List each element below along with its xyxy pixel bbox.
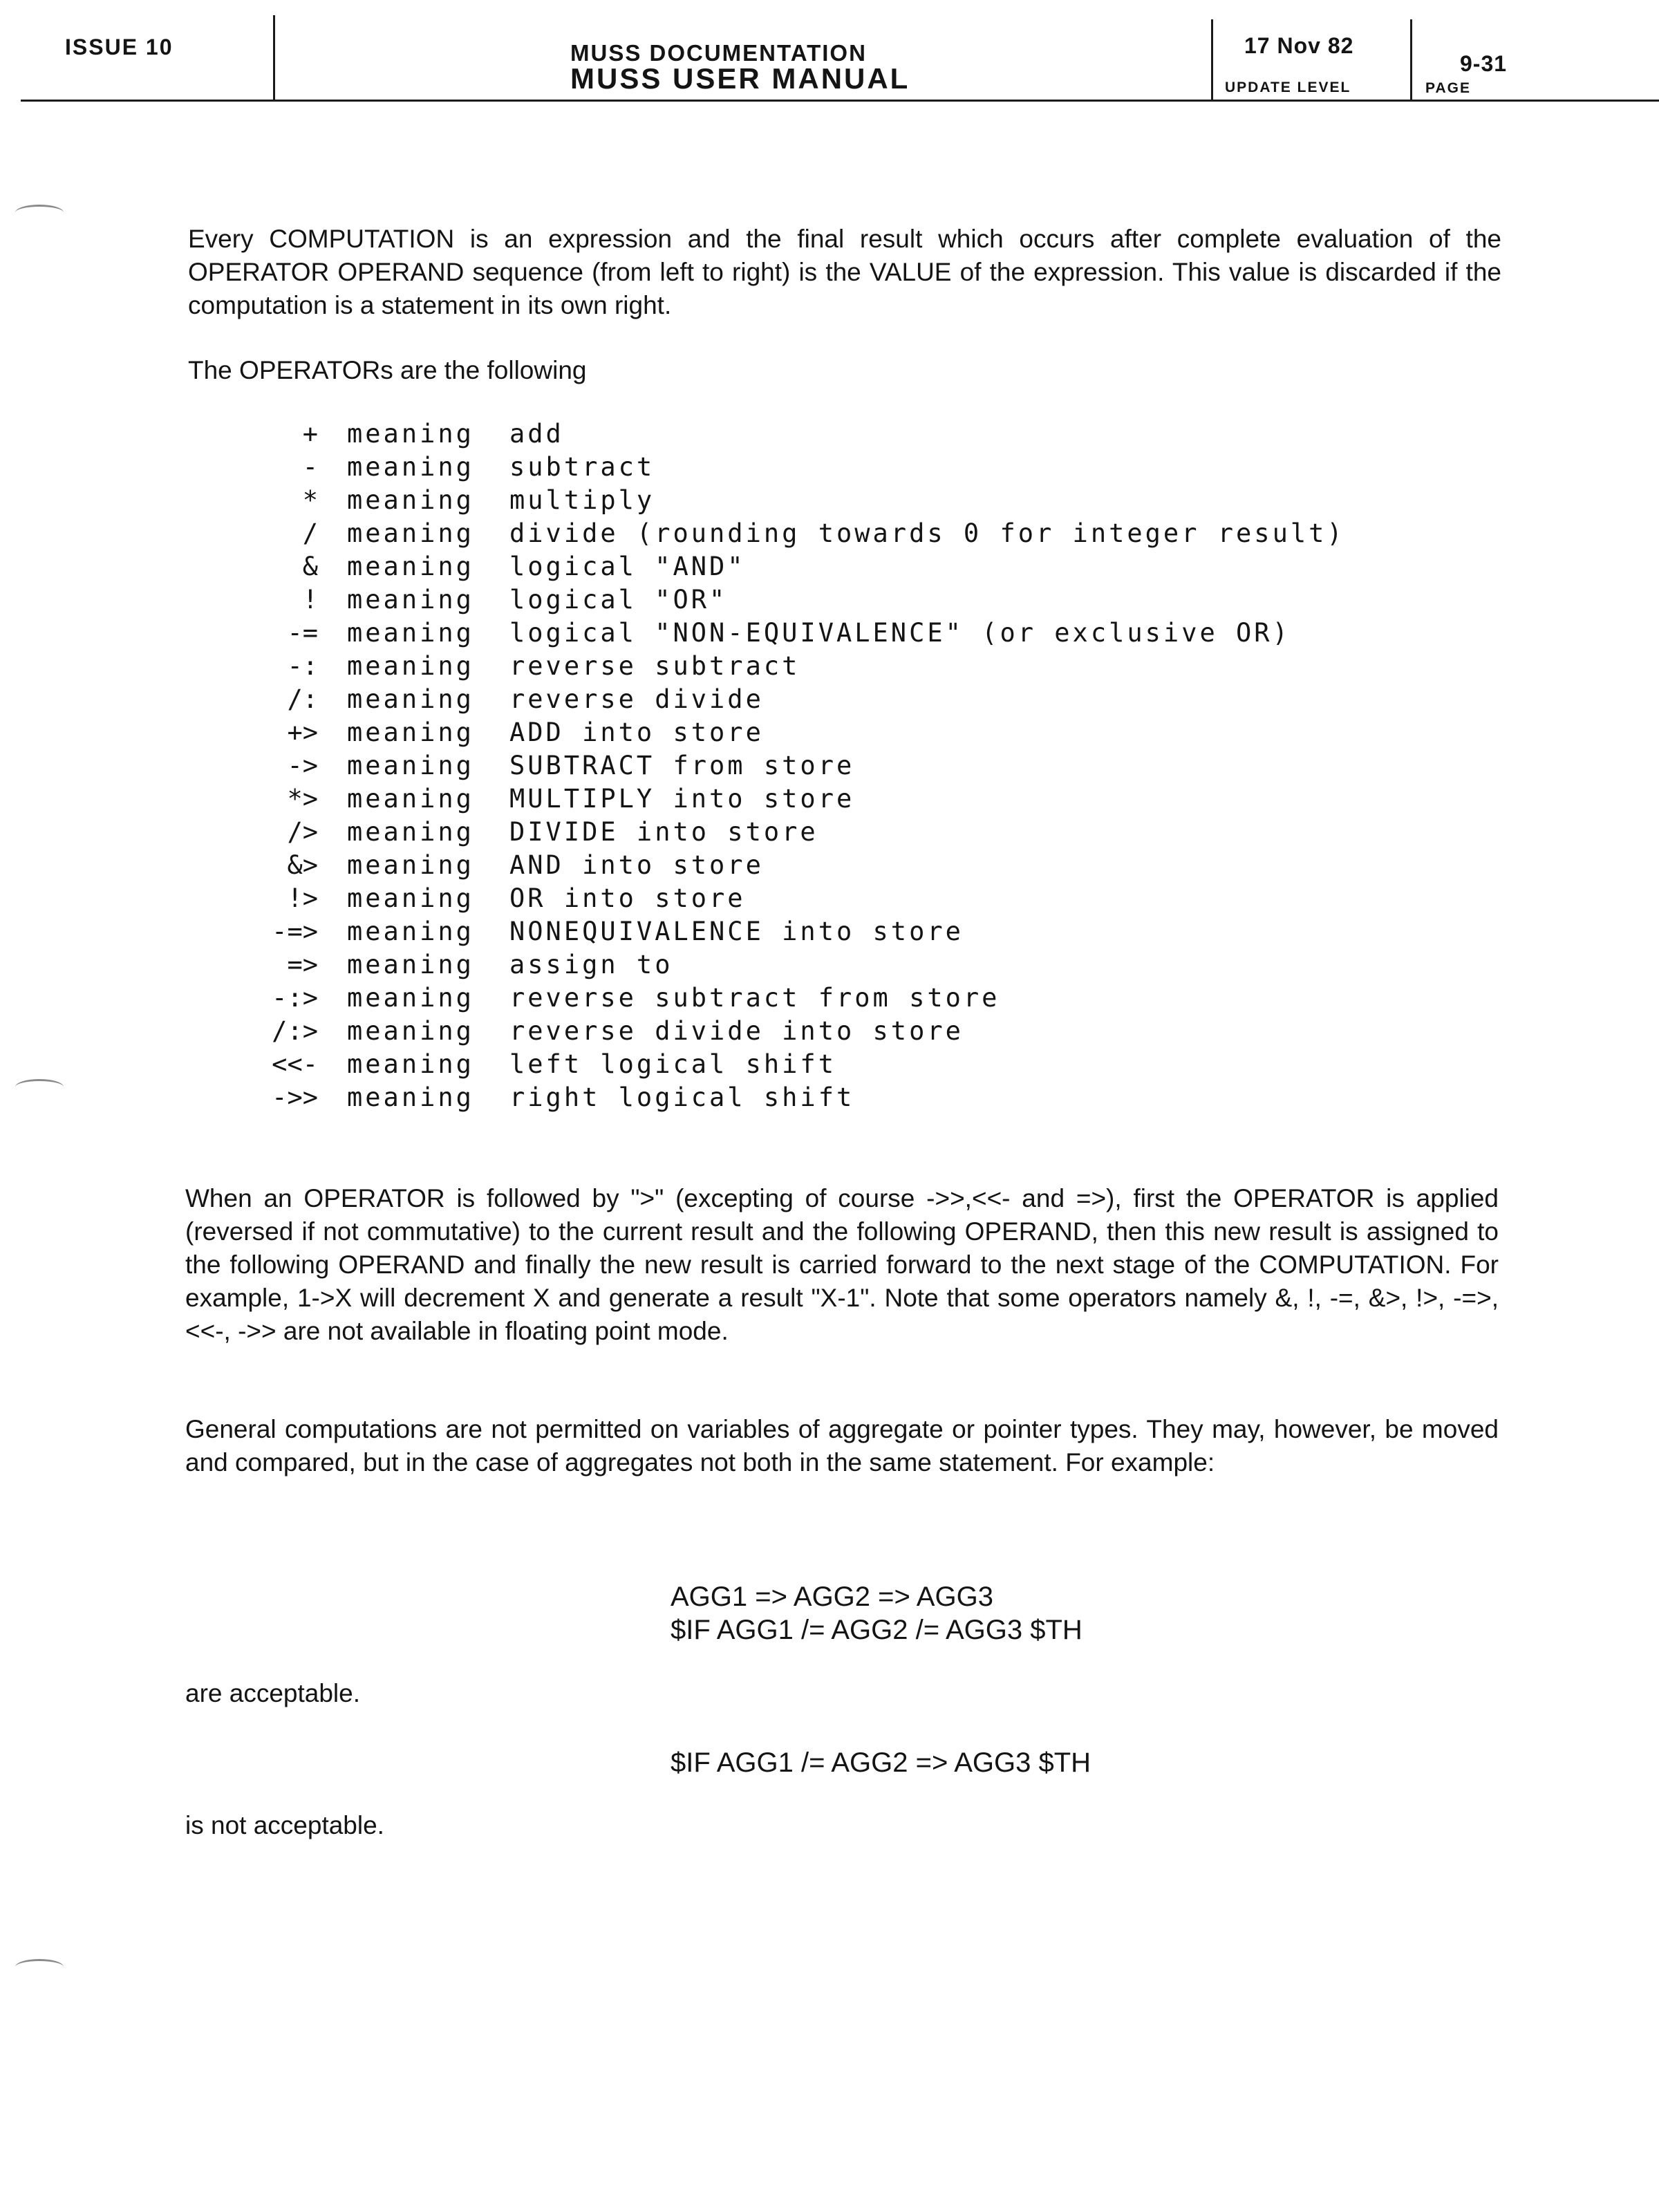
operator-symbol: /:> [272, 1016, 318, 1046]
operator-symbol: /> [287, 817, 318, 847]
operator-symbol: => [287, 950, 318, 980]
operator-row [0, 849, 1659, 882]
header-divider [273, 15, 275, 100]
operators-heading: The OPERATORs are the following [188, 356, 587, 384]
operator-description: AND into store [509, 850, 764, 880]
operator-symbol: +> [287, 718, 318, 747]
operator-description: right logical shift [509, 1082, 855, 1112]
operator-row [0, 948, 1659, 982]
operator-meaning-word: meaning [347, 1082, 474, 1112]
operator-row [0, 484, 1659, 517]
operator-meaning-word: meaning [347, 684, 474, 714]
operator-row [0, 1015, 1659, 1048]
operator-description: logical "OR" [509, 585, 728, 615]
date-value: 17 Nov 82 [1244, 33, 1354, 58]
operator-row [0, 650, 1659, 683]
operator-description: MULTIPLY into store [509, 784, 855, 814]
operator-symbol: - [302, 452, 318, 482]
operator-store-paragraph: When an OPERATOR is followed by ">" (excepting of course ->>,<<- and =>), first the OPERATOR is applied (reversed if not commutative) to the current result and the following OPERAND, then this new result is assigned to the following OPERAND and finally the new result is carried forward to the next stage of the COMPUTATION. For example, 1->X will decrement X and generate a result "X-1". Note that some operators namely &, !, -=, &>, !>, -=>, <<-, ->> are not available in floating point mode. [185, 1184, 1499, 1345]
page-number: 9-31 [1460, 51, 1508, 76]
operator-symbol: ->> [272, 1082, 318, 1112]
header-rule [21, 100, 1659, 102]
operator-meaning-word: meaning [347, 651, 474, 681]
operator-meaning-word: meaning [347, 585, 474, 615]
operator-symbol: -:> [272, 983, 318, 1013]
operator-symbol: + [302, 419, 318, 449]
operator-symbol: /: [287, 684, 318, 714]
operator-meaning-word: meaning [347, 817, 474, 847]
operator-row [0, 982, 1659, 1015]
header-divider [1211, 19, 1213, 101]
operator-meaning-word: meaning [347, 950, 474, 980]
operator-description: OR into store [509, 883, 746, 913]
not-acceptable-label: is not acceptable. [185, 1811, 384, 1839]
operator-symbol: -> [287, 751, 318, 780]
operator-meaning-word: meaning [347, 552, 474, 581]
operator-row [0, 550, 1659, 583]
operator-meaning-word: meaning [347, 452, 474, 482]
operator-description: logical "NON-EQUIVALENCE" (or exclusive OR) [509, 618, 1291, 648]
operator-description: add [509, 419, 564, 449]
operator-row [0, 1048, 1659, 1081]
acceptable-label: are acceptable. [185, 1679, 361, 1707]
operator-row [0, 1081, 1659, 1114]
operator-row [0, 683, 1659, 716]
operator-description: reverse divide into store [509, 1016, 964, 1046]
operator-meaning-word: meaning [347, 718, 474, 747]
operator-meaning-word: meaning [347, 1016, 474, 1046]
operator-description: reverse subtract from store [509, 983, 1000, 1013]
operator-description: divide (rounding towards 0 for integer result) [509, 518, 1345, 548]
header-divider [1410, 19, 1412, 101]
operator-symbol: -: [287, 651, 318, 681]
operator-meaning-word: meaning [347, 618, 474, 648]
example-code-line: AGG1 => AGG2 => AGG3 [671, 1582, 993, 1612]
operator-meaning-word: meaning [347, 917, 474, 946]
operator-symbol: / [302, 518, 318, 548]
operator-description: subtract [509, 452, 655, 482]
operator-row [0, 583, 1659, 617]
update-level-label: UPDATE LEVEL [1225, 79, 1351, 95]
example-code-line: $IF AGG1 /= AGG2 /= AGG3 $TH [671, 1615, 1082, 1645]
operator-description: multiply [509, 485, 655, 515]
operator-row [0, 749, 1659, 782]
operator-meaning-word: meaning [347, 485, 474, 515]
operator-meaning-word: meaning [347, 1049, 474, 1079]
operator-symbol: &> [287, 850, 318, 880]
example-code-line: $IF AGG1 /= AGG2 => AGG3 $TH [671, 1747, 1091, 1778]
operator-symbol: ! [302, 585, 318, 615]
operator-symbol: !> [287, 883, 318, 913]
operator-symbol: & [302, 552, 318, 581]
operator-description: left logical shift [509, 1049, 836, 1079]
intro-paragraph: Every COMPUTATION is an expression and the final result which occurs after complete evaluation of the OPERATOR OPERAND sequence (from left to right) is the VALUE of the expression. This value is discarded if the computation is a statement in its own right. [188, 225, 1501, 319]
operator-description: logical "AND" [509, 552, 746, 581]
operator-row [0, 418, 1659, 451]
operator-meaning-word: meaning [347, 751, 474, 780]
operator-symbol: *> [287, 784, 318, 814]
operator-row [0, 816, 1659, 849]
aggregate-paragraph: General computations are not permitted on variables of aggregate or pointer types. They may, however, be moved and compared, but in the case of aggregates not both in the same statement. For example: [185, 1415, 1499, 1477]
manual-title: MUSS USER MANUAL [570, 62, 910, 95]
operator-row [0, 451, 1659, 484]
binder-hole-mark [15, 1959, 64, 1975]
operator-description: assign to [509, 950, 673, 980]
issue-label: ISSUE 10 [65, 35, 174, 59]
operator-row [0, 517, 1659, 550]
operator-description: ADD into store [509, 718, 764, 747]
binder-hole-mark [15, 205, 64, 221]
operator-symbol: <<- [272, 1049, 318, 1079]
operator-row [0, 716, 1659, 749]
operator-description: SUBTRACT from store [509, 751, 855, 780]
operator-symbol: * [302, 485, 318, 515]
operator-symbol: -= [287, 618, 318, 648]
operator-meaning-word: meaning [347, 419, 474, 449]
operator-row [0, 882, 1659, 915]
operator-row [0, 617, 1659, 650]
operator-description: reverse divide [509, 684, 764, 714]
operator-meaning-word: meaning [347, 784, 474, 814]
operator-meaning-word: meaning [347, 850, 474, 880]
doc-title: MUSS DOCUMENTATION [570, 40, 867, 66]
operator-description: NONEQUIVALENCE into store [509, 917, 964, 946]
operator-description: reverse subtract [509, 651, 800, 681]
operator-meaning-word: meaning [347, 518, 474, 548]
operator-row [0, 782, 1659, 816]
operator-symbol: -=> [272, 917, 318, 946]
page-label: PAGE [1425, 80, 1471, 96]
operator-meaning-word: meaning [347, 883, 474, 913]
operator-row [0, 915, 1659, 948]
operator-description: DIVIDE into store [509, 817, 818, 847]
operator-meaning-word: meaning [347, 983, 474, 1013]
